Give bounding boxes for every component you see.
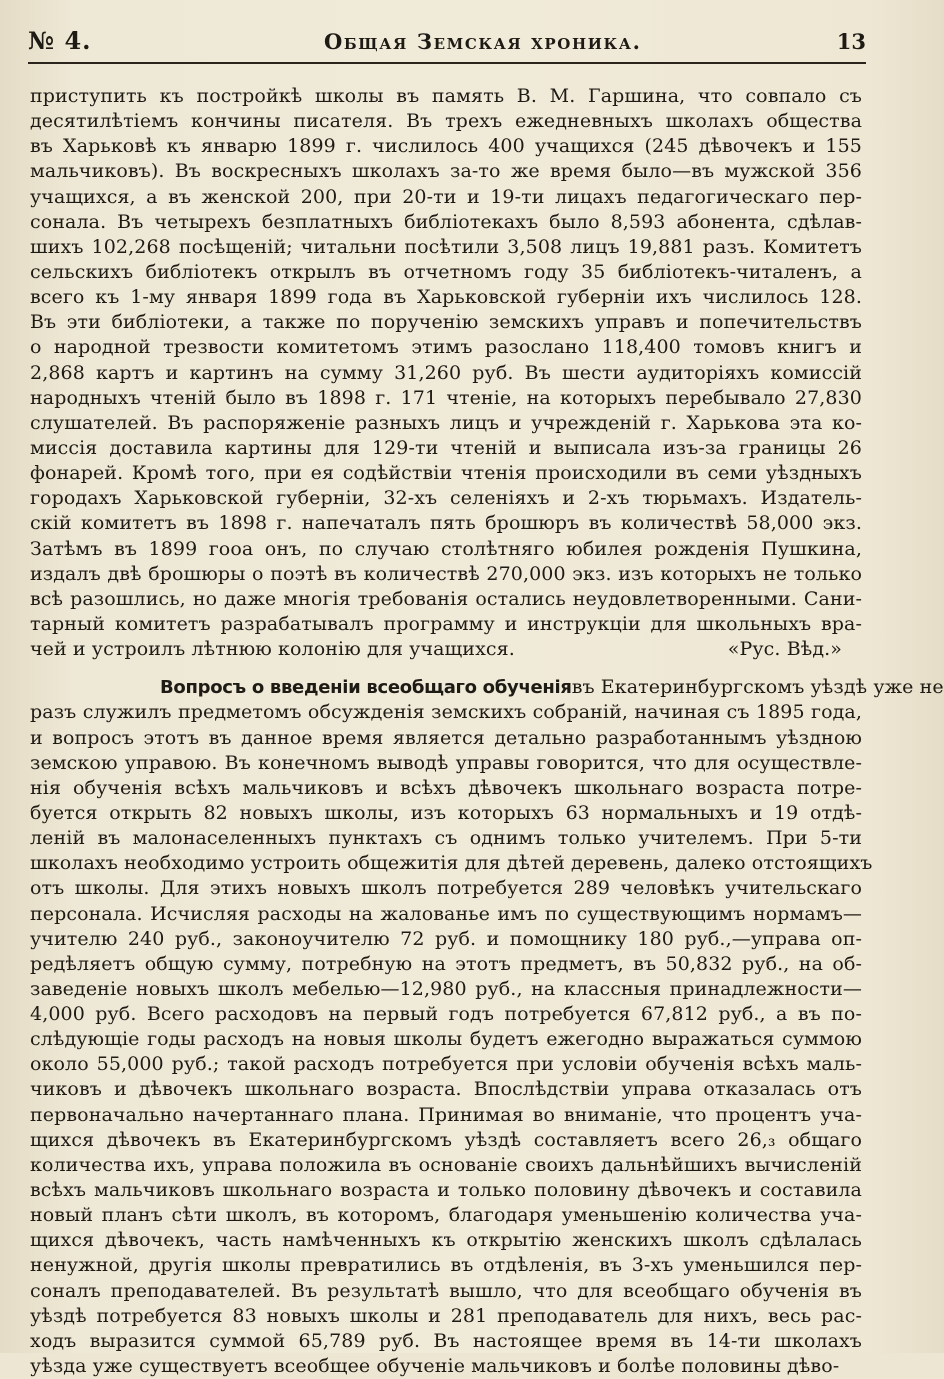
text-line: миссія доставила картины для 129-ти чтеній и выписала изъ-за границы 26 (30, 436, 862, 459)
text-line: буется открыть 82 новыхъ школы, изъ которыхъ 63 нормальныхъ и 19 отдѣ- (30, 801, 862, 824)
text-line: всѣхъ мальчиковъ школьнаго возраста и только половину дѣвочекъ и составила (30, 1179, 862, 1202)
text-line: ненужной, другія школы превратились въ отдѣленія, въ 3-хъ уменьшился пер- (30, 1254, 862, 1277)
text-line: Затѣмъ въ 1899 гооа онъ, по случаю столѣтняго юбилея рожденія Пушкина, (30, 537, 862, 560)
issue-number: № 4. (28, 26, 92, 55)
text-line: редѣляетъ общую сумму, потребную на этотъ предметъ, въ 50,832 руб., на об- (30, 952, 862, 975)
paragraph-2-first-line (30, 675, 944, 700)
text-line: нія обученія всѣхъ мальчиковъ и всѣхъ дѣвочекъ школьнаго возраста потре- (30, 776, 862, 799)
text-line: уѣзда уже существуетъ всеобщее обученіе мальчиковъ и болѣе половины дѣво- (30, 1355, 840, 1378)
text-line: приступить къ постройкѣ школы въ память В. М. Гаршина, что совпало съ (30, 85, 862, 107)
text-line: скій комитетъ въ 1898 г. напечаталъ пять брошюръ въ количествѣ 58,000 экз. (30, 512, 862, 535)
text-line: шихъ 102,268 посѣщеній; читальни посѣтили 3,508 лицъ 19,881 разъ. Комитетъ (30, 235, 862, 258)
text-line: мальчиковъ). Въ воскресныхъ школахъ за-то же время было—въ мужской 356 (30, 160, 862, 183)
text-line: соналъ преподавателей. Въ результатѣ вышло, что для всеобщаго обученія въ (30, 1279, 862, 1302)
source-note: «Рус. Вѣд.» (727, 638, 842, 661)
text-line: Въ эти библіотеки, а также по порученію земскихъ управъ и попечительствъ (30, 311, 862, 334)
text-line: въ Харьковѣ къ январю 1899 г. числилось 400 учащихся (245 дѣвочекъ и 155 (30, 135, 862, 158)
text-line: всѣ разошлись, но даже многія требованія остались неудовлетворенными. Сани- (30, 587, 862, 610)
text-line: первоначально начертаннаго плана. Принимая во вниманіе, что процентъ уча- (30, 1103, 862, 1126)
text-line: уѣздѣ потребуется 83 новыхъ школы и 281 преподаватель для нихъ, весь рас- (30, 1304, 862, 1327)
text-line: чиковъ и дѣвочекъ школьнаго возраста. Впослѣдствіи управа отказалась отъ (30, 1078, 862, 1101)
text-line: слѣдующіе годы расходъ на новыя школы будетъ ежегодно выражаться суммою (30, 1028, 862, 1051)
text-line: о народной трезвости комитетомъ этимъ разослано 118,400 томовъ книгъ и (30, 336, 862, 359)
text-line: новый планъ сѣти школъ, въ которомъ, благодаря уменьшенію количества уча- (30, 1204, 862, 1227)
paragraph-1 (30, 84, 862, 637)
text-line: персонала. Исчисляя расходы на жалованье имъ по существующимъ нормамъ— (30, 902, 862, 925)
header-rule (28, 62, 866, 64)
text-line: щихся дѣвочекъ въ Екатеринбургскомъ уѣздѣ составляетъ всего 26,₃ общаго (30, 1128, 862, 1151)
article-body (30, 84, 944, 1379)
text-line: заведеніе новыхъ школъ мебелью—12,980 руб., на классныя принадлежности— (30, 977, 862, 1000)
section-heading: Вопросъ о введеніи всеобщаго обученія (160, 677, 572, 699)
paragraph-1-last-text: чей и устроилъ лѣтнюю колонію для учащихся. (30, 638, 515, 661)
page-number: 13 (836, 29, 866, 54)
paragraph-2-first-text: въ Екатеринбургскомъ уѣздѣ уже не (571, 676, 944, 699)
text-line: 4,000 руб. Всего расходовъ на первый годъ потребуется 67,812 руб., а въ по- (30, 1003, 862, 1026)
paragraph-1-last-line (30, 637, 862, 662)
text-line: городахъ Харьковской губерніи, 32-хъ селеніяхъ и 2-хъ тюрьмахъ. Издатель- (30, 487, 862, 510)
text-line: сонала. Въ четырехъ безплатныхъ библіотекахъ было 8,593 абонента, сдѣлав- (30, 210, 862, 233)
text-line: около 55,000 руб.; такой расходъ потребуется при условіи обученія всѣхъ маль- (30, 1053, 862, 1076)
text-line: сельскихъ библіотекъ открылъ въ отчетномъ году 35 библіотекъ-читаленъ, а (30, 260, 862, 283)
text-line: количества ихъ, управа положила въ основаніе своихъ дальнѣйшихъ вычисленій (30, 1153, 862, 1176)
text-line: всего къ 1-му января 1899 года въ Харьковской губерніи ихъ числилось 128. (30, 286, 862, 309)
text-line: и вопросъ этотъ въ данное время является детально разработаннымъ уѣздною (30, 726, 862, 749)
text-line: леній въ малонаселенныхъ пунктахъ съ однимъ только учителемъ. При 5-ти (30, 827, 862, 850)
paragraph-2 (30, 700, 873, 1379)
text-line: учителю 240 руб., законоучителю 72 руб. и помощнику 180 руб.,—управа оп- (30, 927, 862, 950)
text-line: школахъ необходимо устроить общежитія для дѣтей деревень, далеко отстоящихъ (30, 852, 873, 875)
text-line: отъ школы. Для этихъ новыхъ школъ потребуется 289 человѣкъ учительскаго (30, 877, 862, 900)
text-line: десятилѣтіемъ кончины писателя. Въ трехъ ежедневныхъ школахъ общества (30, 110, 862, 133)
text-line: 2,868 картъ и картинъ на сумму 31,260 руб. Въ шести аудиторіяхъ комиссій (30, 361, 862, 384)
text-line: разъ служилъ предметомъ обсужденія земскихъ собраній, начиная съ 1895 года, (30, 701, 862, 724)
text-line: земскою управою. Въ конечномъ выводѣ управы говорится, что для осуществле- (30, 751, 862, 774)
journal-title: Общая Земская хроника. (324, 29, 642, 54)
text-line: щихся дѣвочекъ, часть намѣченныхъ къ открытію женскихъ школъ сдѣлалась (30, 1229, 862, 1252)
text-line: тарный комитетъ разрабатывалъ программу и инструкціи для школьныхъ вра- (30, 612, 862, 635)
text-line: народныхъ чтеній было въ 1898 г. 171 чтеніе, на которыхъ перебывало 27,830 (30, 386, 862, 409)
text-line: ходъ выразится суммой 65,789 руб. Въ настоящее время въ 14-ти школахъ (30, 1329, 862, 1352)
text-line: учащихся, а въ женской 200, при 20-ти и 19-ти лицахъ педагогическаго пер- (30, 185, 862, 208)
paragraph-gap (30, 662, 862, 675)
running-header (28, 26, 866, 60)
text-line: издалъ двѣ брошюры о поэтѣ въ количествѣ 270,000 экз. изъ которыхъ не только (30, 562, 862, 585)
text-line: слушателей. Въ распоряженіе разныхъ лицъ и учрежденій г. Харькова эта ко- (30, 411, 862, 434)
text-line: фонарей. Кромѣ того, при ея содѣйствіи чтенія происходили въ семи уѣздныхъ (30, 462, 862, 485)
